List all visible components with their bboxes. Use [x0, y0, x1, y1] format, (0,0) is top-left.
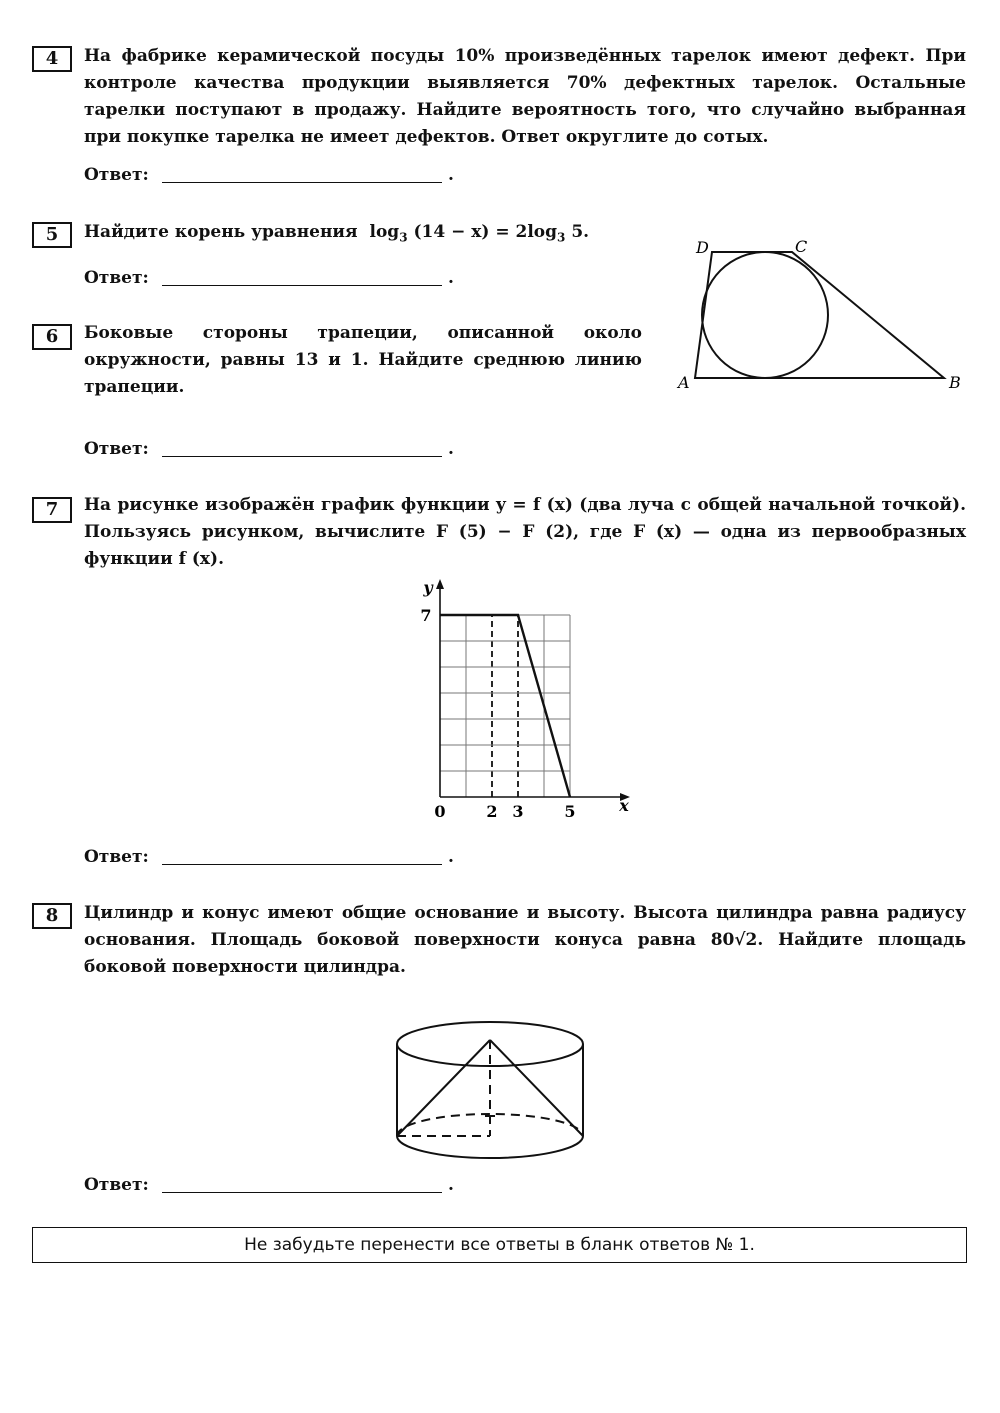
answer-label: Ответ: [84, 439, 149, 459]
task-number-8: 8 [32, 903, 72, 929]
cone-right-generatrix [490, 1040, 583, 1136]
answer-dot: . [448, 165, 454, 185]
log-argument-2: 5. [571, 222, 590, 242]
log-word-2: log [527, 222, 558, 242]
answer-label: Ответ: [84, 1175, 149, 1195]
log-word: log [369, 222, 400, 242]
task-6-text: Боковые стороны трапеции, описанной около окружности, равны 13 и 1. Найдите среднюю линию трапеции. [84, 323, 642, 397]
x-tick-label-3: 3 [512, 802, 524, 821]
answer-label: Ответ: [84, 847, 149, 867]
answer-dot: . [448, 268, 454, 288]
log-base: 3 [399, 230, 408, 245]
log-base-2: 3 [557, 230, 566, 245]
answer-field[interactable] [162, 285, 442, 286]
log-argument: (14 − x) = 2 [413, 222, 528, 242]
answer-field[interactable] [162, 1192, 442, 1193]
vertex-label-a: A [678, 373, 690, 392]
task-8-text: Цилиндр и конус имеют общие основание и высоту. Высота цилиндра равна радиусу основания. Площадь боковой поверхности конуса равна 80√2. Найдите площадь боковой поверхности цилиндра. [84, 903, 966, 977]
x-axis-label: x [619, 796, 629, 815]
task-4-text: На фабрике керамической посуды 10% произведённых тарелок имеют дефект. При контроле качества продукции выявляется 70% дефектных тарелок. Остальные тарелки поступают в продажу. Найдите вероятность того, что случайно выбранная при покупке тарелка не имеет дефектов. Ответ округлите до сотых. [84, 46, 966, 147]
vertex-label-b: B [949, 373, 961, 392]
answer-label: Ответ: [84, 165, 149, 185]
x-tick-label-0: 0 [434, 802, 446, 821]
x-tick-label-2: 2 [486, 802, 498, 821]
task-number-4: 4 [32, 46, 72, 72]
y-axis-arrow [436, 579, 444, 589]
cone-left-generatrix [397, 1040, 490, 1136]
x-tick-label-5: 5 [564, 802, 576, 821]
task-5-prefix: Найдите корень уравнения [84, 222, 358, 242]
answer-dot: . [448, 847, 454, 867]
task-7-text: На рисунке изображён график функции y = f (x) (два луча с общей начальной точкой). Пользуясь рисунком, вычислите F (5) − F (2), где F (x) — одна из первообразных функции f (x). [84, 495, 966, 569]
task-number-6: 6 [32, 324, 72, 350]
task-5-text [84, 222, 589, 244]
answer-label: Ответ: [84, 268, 149, 288]
trapezoid-shape [695, 252, 944, 378]
graph-marks [440, 615, 570, 797]
cylinder-cone-figure [390, 1016, 600, 1166]
graph-axes [436, 579, 630, 801]
task-number-7: 7 [32, 497, 72, 523]
footer-reminder: Не забудьте перенести все ответы в бланк ответов № 1. [32, 1227, 967, 1263]
cylinder-bottom-front [397, 1136, 583, 1158]
answer-field[interactable] [162, 182, 442, 183]
y-axis-label: y [423, 578, 433, 597]
trapezoid-figure [670, 230, 970, 400]
vertex-label-c: C [795, 237, 808, 256]
graph-grid [440, 615, 570, 797]
answer-dot: . [448, 439, 454, 459]
function-graph [400, 572, 640, 822]
inscribed-circle [702, 252, 828, 378]
function-line [440, 615, 570, 797]
vertex-label-d: D [696, 238, 709, 257]
y-tick-label-7: 7 [420, 606, 432, 625]
answer-dot: . [448, 1175, 454, 1195]
answer-field[interactable] [162, 456, 442, 457]
task-number-5: 5 [32, 222, 72, 248]
answer-field[interactable] [162, 864, 442, 865]
